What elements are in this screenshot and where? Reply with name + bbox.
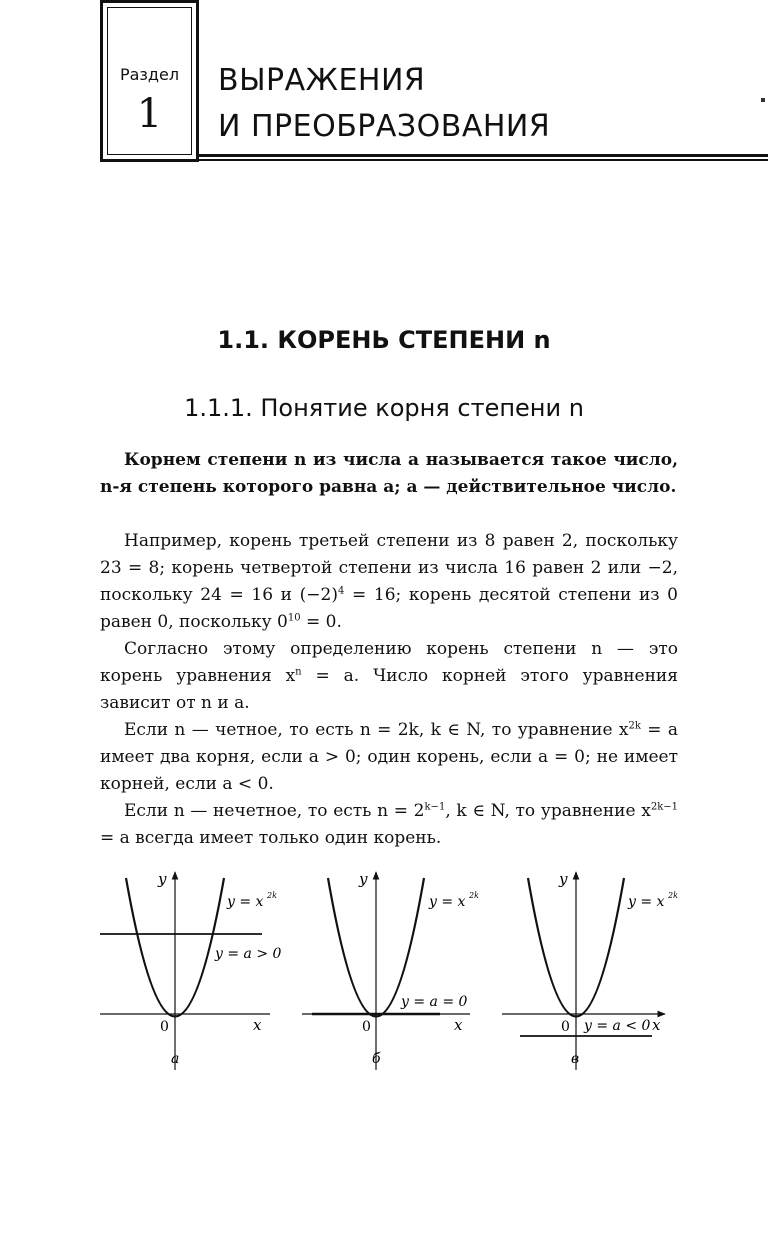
exponent: n — [295, 666, 302, 678]
margin-mark — [761, 98, 765, 102]
graph-b — [302, 870, 479, 1070]
section-box — [100, 0, 199, 162]
part-title-line1: ВЫРАЖЕНИЯ — [218, 63, 426, 98]
even-case-text-b: = a имеет два корня, если a > 0; один корень, если a = 0; не имеет корней, если a < 0. — [100, 720, 679, 794]
example-text-b: = 16; корень десятой степени из 0 равен 0, поскольку 0 — [100, 585, 679, 632]
equation-text-a: Согласно этому определению корень степени n — это корень уравнения x — [100, 639, 678, 686]
caption-a: а — [171, 1051, 180, 1067]
equation-paragraph — [100, 636, 678, 717]
equation-text — [100, 636, 678, 717]
section-word: Раздел — [119, 65, 180, 84]
exponent: 2k — [628, 720, 641, 732]
curve-exponent: 2k — [668, 891, 678, 900]
x-axis-label: x — [253, 1016, 262, 1034]
equation-text-b: = a. Число корней этого уравнения зависит от n и a. — [100, 666, 678, 713]
curve-exponent: 2k — [267, 891, 277, 900]
exponent: 2k−1 — [650, 801, 678, 813]
odd-case-text — [100, 798, 678, 852]
part-title — [218, 58, 550, 150]
y-axis-label: y — [359, 870, 368, 888]
example-text — [100, 528, 678, 636]
x-axis-label: x — [652, 1016, 661, 1034]
even-case-text — [100, 717, 678, 798]
odd-case-text-b: , k ∈ N, то уравнение x — [445, 801, 651, 821]
curve-label: y = x — [227, 894, 264, 910]
definition-text: Корнем степени n из числа a называется такое число, n-я степень которого равна a; a — действительное число. — [100, 450, 678, 497]
header-rule — [199, 154, 768, 157]
exponent: 10 — [287, 612, 301, 624]
odd-case-paragraph — [100, 798, 678, 852]
curve-label: y = x — [429, 894, 466, 910]
section-number: 1 — [136, 91, 163, 137]
line-label: y = a > 0 — [215, 946, 282, 962]
origin-label: 0 — [561, 1019, 570, 1035]
odd-case-text-c: = a всегда имеет только один корень. — [100, 828, 442, 848]
exponent: 4 — [337, 585, 345, 597]
subsection-title: 1.1.1. Понятие корня степени n — [184, 394, 584, 422]
origin-label: 0 — [160, 1019, 169, 1035]
part-title-line2: И ПРЕОБРАЗОВАНИЯ — [218, 109, 551, 144]
y-axis-label: y — [559, 870, 568, 888]
line-label: y = a < 0 — [584, 1018, 651, 1034]
curve-exponent: 2k — [469, 891, 479, 900]
x-axis-label: x — [454, 1016, 463, 1034]
example-paragraph — [100, 528, 678, 636]
even-case-paragraph — [100, 717, 678, 798]
definition-paragraph — [100, 447, 678, 501]
line-label: y = a = 0 — [401, 994, 468, 1010]
caption-b: б — [372, 1051, 381, 1067]
origin-label: 0 — [362, 1019, 371, 1035]
exponent: k−1 — [424, 801, 446, 813]
curve-label: y = x — [628, 894, 665, 910]
example-text-c: = 0. — [300, 612, 342, 632]
even-case-text-a: Если n — четное, то есть n = 2k, k ∈ N, то уравнение x — [124, 720, 629, 740]
example-text-a: Например, корень третьей степени из 8 равен 2, поскольку 23 = 8; корень четвертой степени из числа 16 равен 2 или −2, поскольку 24 = 16 и (−2) — [100, 531, 678, 605]
y-axis-label: y — [158, 870, 167, 888]
graph-a — [100, 870, 282, 1070]
caption-c: в — [571, 1051, 580, 1067]
section-title: 1.1. КОРЕНЬ СТЕПЕНИ n — [217, 326, 551, 354]
graph-c — [502, 870, 678, 1070]
parabola-figures — [0, 860, 768, 1080]
odd-case-text-a: Если n — нечетное, то есть n = 2 — [124, 801, 425, 821]
header-rule-thin — [199, 159, 768, 161]
